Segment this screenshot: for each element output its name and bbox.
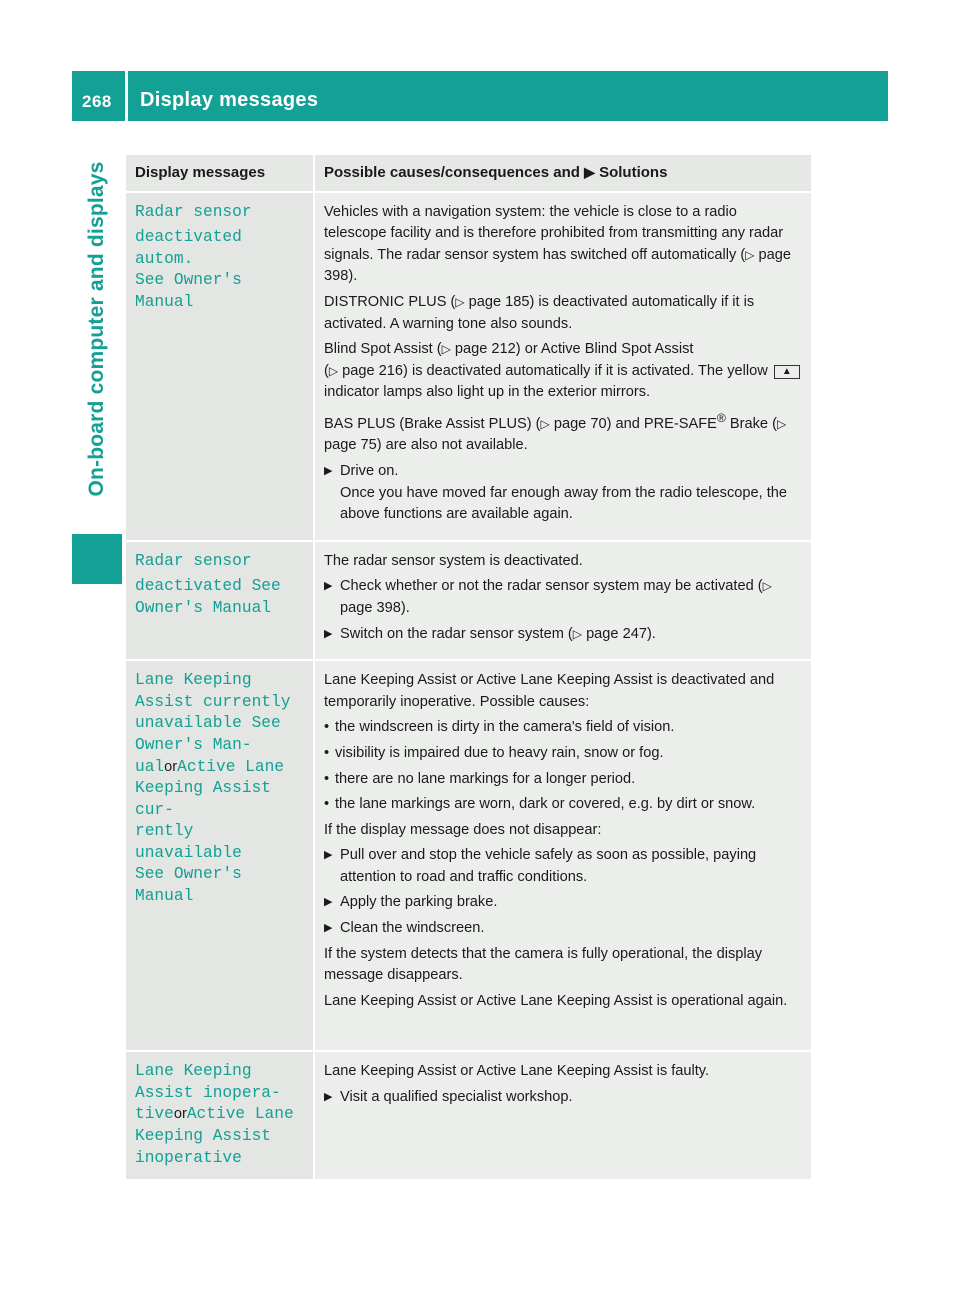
header-divider	[125, 71, 128, 121]
display-message-line: Assist inopera-	[135, 1083, 281, 1102]
step-text: page 398).	[340, 599, 410, 616]
instruction-step	[324, 461, 802, 526]
table-header-row	[126, 155, 811, 191]
table-row	[126, 191, 811, 540]
page-reference-icon: ▷	[745, 247, 755, 262]
step-text: Switch on the radar sensor system (	[340, 625, 573, 642]
step-result-text: Once you have moved far enough away from the radio telescope, the above functions are available again.	[340, 484, 787, 523]
display-message-cell	[126, 659, 315, 1050]
display-message-cell	[126, 540, 315, 659]
sidebar	[72, 129, 122, 529]
display-message-line: Owner's Man-	[135, 735, 252, 754]
causes-solutions-cell	[315, 659, 811, 1050]
display-message-line	[135, 1104, 304, 1126]
text: Brake (	[725, 415, 777, 432]
step-text: Drive on.	[340, 462, 399, 479]
display-message-line: inoperative	[135, 1148, 242, 1167]
bullet-text: the lane markings are worn, dark or covered, e.g. by dirt or snow.	[335, 796, 756, 813]
step-arrow-icon: ▶	[324, 464, 333, 477]
page-reference-icon: ▷	[328, 363, 339, 378]
paragraph	[324, 408, 802, 457]
paragraph	[324, 202, 802, 288]
bullet-dot-icon: •	[324, 719, 330, 736]
cause-bullet	[324, 717, 802, 739]
page-reference-icon: ▷	[762, 579, 772, 594]
display-message-line: deactivated See	[135, 577, 281, 596]
display-message-line: Owner's Manual	[135, 598, 271, 617]
bullet-dot-icon: •	[324, 744, 330, 761]
bullet-dot-icon: •	[324, 770, 330, 787]
display-message-line: Radar sensor	[135, 551, 252, 570]
instruction-step	[324, 845, 802, 888]
sidebar-section-label: On-board computer and displays	[85, 161, 108, 497]
registered-mark: ®	[716, 410, 726, 425]
text: Vehicles with a navigation system: the vehicle is close to a radio telescope facility and is therefore prohibited from transmitting any radar signals. The radar sensor system has switched off automatically (	[324, 203, 784, 263]
step-text: Apply the parking brake.	[340, 894, 498, 911]
paragraph: Lane Keeping Assist or Active Lane Keeping Assist is operational again.	[324, 992, 788, 1009]
display-message-line: Assist currently	[135, 692, 291, 711]
display-message-line: Radar sensor	[135, 202, 252, 221]
table-row	[126, 540, 811, 659]
step-text: Pull over and stop the vehicle safely as soon as possible, paying attention to road and traffic conditions.	[340, 847, 757, 885]
text: DISTRONIC PLUS (	[324, 293, 456, 310]
cause-bullet	[324, 794, 802, 816]
display-message-line: Keeping Assist	[135, 1126, 271, 1145]
display-message-fragment: ual	[135, 757, 165, 776]
display-message-cell	[126, 1050, 315, 1179]
paragraph	[324, 292, 802, 335]
paragraph: The radar sensor system is deactivated.	[324, 552, 583, 569]
text: page 185) is deactivated automatically if it is activated. A warning tone also sounds.	[324, 293, 755, 332]
display-message-line: Keeping Assist cur-	[135, 779, 271, 819]
text: page 212) or Active Blind Spot Assist	[450, 341, 694, 358]
display-message-line	[135, 757, 304, 779]
display-message-fragment: tive	[135, 1105, 174, 1124]
instruction-step	[324, 576, 802, 619]
bullet-text: the windscreen is dirty in the camera's field of vision.	[335, 719, 675, 736]
page-reference-icon: ▷	[572, 626, 583, 641]
step-arrow-icon: ▶	[324, 896, 333, 909]
page-number: 268	[82, 92, 112, 111]
blind-spot-warning-lamp-icon: ▲	[774, 365, 800, 379]
step-text: Check whether or not the radar sensor system may be activated (	[340, 578, 763, 595]
display-message-line: Lane Keeping	[135, 671, 252, 690]
text: page 216) is deactivated automatically if it is activated. The yellow	[338, 362, 772, 379]
display-message-line: deactivated autom.	[135, 228, 242, 268]
instruction-step	[324, 892, 802, 914]
display-message-line: rently unavailable	[135, 822, 242, 862]
text: BAS PLUS (Brake Assist PLUS) (	[324, 415, 541, 432]
step-text: page 247).	[582, 625, 656, 642]
or-connector: or	[173, 1106, 187, 1123]
display-message-line: See Owner's Manual	[135, 271, 242, 311]
step-arrow-icon: ▶	[324, 1090, 333, 1103]
column-header-solutions-label: Solutions	[599, 164, 668, 181]
step-arrow-icon: ▶	[324, 922, 333, 935]
text: page 398).	[324, 246, 792, 285]
paragraph: Lane Keeping Assist or Active Lane Keeping Assist is faulty.	[324, 1063, 710, 1080]
instruction-step	[324, 918, 802, 940]
solutions-arrow-icon: ▶	[584, 164, 595, 180]
display-message-line: unavailable See	[135, 714, 281, 733]
display-message-cell	[126, 191, 315, 540]
cause-bullet	[324, 769, 802, 791]
display-message-fragment: Active Lane	[186, 1105, 294, 1124]
bullet-text: there are no lane markings for a longer period.	[335, 770, 636, 787]
causes-solutions-cell	[315, 540, 811, 659]
paragraph: Blind Spot Assist (▷ page 212) or Active Blind Spot Assist (▷ page 216) is deactivated automatically if it is activated. The yellow ▲ indicator lamps also light up in the exterior mirrors.	[324, 339, 802, 404]
column-header-causes	[315, 155, 811, 191]
instruction-step	[324, 624, 802, 646]
step-text: Clean the windscreen.	[340, 920, 485, 937]
paragraph: Lane Keeping Assist or Active Lane Keeping Assist is deactivated and temporarily inoperative. Possible causes:	[324, 672, 775, 710]
bullet-text: visibility is impaired due to heavy rain, snow or fog.	[335, 744, 664, 761]
table-row	[126, 1050, 811, 1179]
display-message-line: See Owner's Manual	[135, 865, 242, 906]
column-header-messages: Display messages	[126, 155, 315, 191]
step-arrow-icon: ▶	[324, 580, 333, 593]
or-connector: or	[164, 758, 178, 775]
page-title: Display messages	[140, 89, 319, 111]
cause-bullet	[324, 743, 802, 765]
paragraph: If the display message does not disappear:	[324, 821, 602, 838]
column-header-causes-label: Possible causes/consequences and	[324, 164, 580, 181]
page-reference-icon: ▷	[455, 294, 465, 309]
text: indicator lamps also light up in the exterior mirrors.	[324, 384, 651, 401]
display-message-line: Lane Keeping	[135, 1062, 252, 1081]
text: Blind Spot Assist (	[324, 341, 442, 358]
instruction-step	[324, 1087, 802, 1109]
step-arrow-icon: ▶	[324, 849, 333, 862]
sidebar-marker	[72, 534, 122, 584]
step-arrow-icon: ▶	[324, 627, 333, 640]
causes-solutions-cell	[315, 191, 811, 540]
table-row	[126, 659, 811, 1050]
display-messages-table	[126, 155, 811, 1179]
text: page 70) and PRE-SAFE	[549, 415, 717, 432]
bullet-dot-icon: •	[324, 796, 330, 813]
text: page 75) are also not available.	[324, 437, 528, 454]
paragraph: If the system detects that the camera is fully operational, the display message disappears.	[324, 945, 763, 984]
page-reference-icon: ▷	[776, 416, 787, 431]
display-message-fragment: Active Lane	[177, 757, 284, 776]
page-reference-icon: ▷	[540, 416, 550, 431]
page-reference-icon: ▷	[441, 342, 451, 357]
causes-solutions-cell	[315, 1050, 811, 1179]
step-text: Visit a qualified specialist workshop.	[340, 1088, 573, 1105]
